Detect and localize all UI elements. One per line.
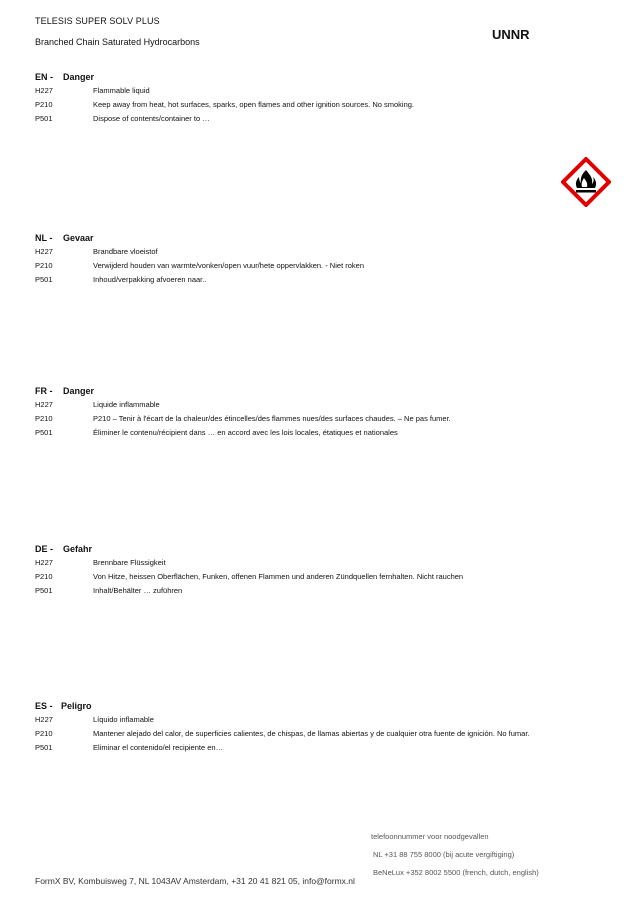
- company-footer: FormX BV, Kombuisweg 7, NL 1043AV Amsterdam, +31 20 41 821 05, info@formx.nl: [35, 876, 355, 886]
- statement-text: Inhalt/Behälter … zuführen: [93, 586, 183, 595]
- statement-row: [35, 713, 615, 727]
- language-code: ES -: [35, 701, 53, 711]
- product-subtitle: Branched Chain Saturated Hydrocarbons: [35, 37, 200, 47]
- section-es: [35, 699, 615, 755]
- statement-row: [35, 412, 615, 426]
- statement-code: P210: [35, 414, 53, 423]
- language-code: DE -: [35, 544, 53, 554]
- section-en: [35, 70, 615, 126]
- statement-code: P501: [35, 586, 53, 595]
- emergency-title: telefoonnummer voor noodgevallen: [371, 832, 489, 841]
- statement-text: Brandbare vloeistof: [93, 247, 158, 256]
- section-nl: [35, 231, 615, 287]
- statement-code: H227: [35, 400, 53, 409]
- language-code: FR -: [35, 386, 53, 396]
- statement-code: P210: [35, 729, 53, 738]
- statement-row: [35, 98, 615, 112]
- section-header: [35, 70, 615, 84]
- statement-text: Eliminar el contenido/el recipiente en…: [93, 743, 224, 752]
- statement-row: [35, 426, 615, 440]
- statement-row: [35, 273, 615, 287]
- statement-text: Flammable liquid: [93, 86, 150, 95]
- statement-text: Líquido inflamable: [93, 715, 154, 724]
- signal-word: Danger: [63, 72, 95, 82]
- statement-row: [35, 245, 615, 259]
- statement-row: [35, 112, 615, 126]
- product-code: UNNR: [492, 27, 530, 42]
- statement-code: H227: [35, 715, 53, 724]
- statement-row: [35, 727, 615, 741]
- emergency-contact: [371, 828, 539, 882]
- flame-ghs-icon: [561, 157, 611, 207]
- statement-text: Mantener alejado del calor, de superficies calientes, de chispas, de llamas abiertas y de cualquier otra fuente de ignición. No fumar.: [93, 729, 530, 738]
- statement-code: H227: [35, 86, 53, 95]
- language-code: NL -: [35, 233, 53, 243]
- statement-text: Von Hitze, heissen Oberflächen, Funken, offenen Flammen und anderen Zündquellen fernhalten. Nicht rauchen: [93, 572, 464, 581]
- statement-code: H227: [35, 558, 53, 567]
- statement-code: P501: [35, 114, 53, 123]
- statement-code: P501: [35, 428, 53, 437]
- statement-text: Verwijderd houden van warmte/vonken/open vuur/hete oppervlakken. - Niet roken: [93, 261, 364, 270]
- statement-code: P501: [35, 275, 53, 284]
- section-de: [35, 542, 615, 598]
- statement-code: P501: [35, 743, 53, 752]
- section-header: [35, 542, 615, 556]
- statement-code: H227: [35, 247, 53, 256]
- section-header: [35, 231, 615, 245]
- statement-row: [35, 259, 615, 273]
- signal-word: Peligro: [61, 701, 92, 711]
- section-header: [35, 699, 615, 713]
- section-fr: [35, 384, 615, 440]
- statement-text: P210 – Tenir à l'écart de la chaleur/des étincelles/des flammes nues/des surfaces chaudes. – Ne pas fumer.: [93, 414, 451, 423]
- statement-code: P210: [35, 100, 53, 109]
- statement-text: Brennbare Flüssigkeit: [93, 558, 166, 567]
- statement-row: [35, 84, 615, 98]
- statement-code: P210: [35, 261, 53, 270]
- statement-text: Éliminer le contenu/récipient dans … en accord avec les lois locales, étatiques et nationales: [93, 428, 398, 437]
- statement-text: Keep away from heat, hot surfaces, sparks, open flames and other ignition sources. No smoking.: [93, 100, 414, 109]
- statement-text: Dispose of contents/container to …: [93, 114, 210, 123]
- statement-text: Liquide inflammable: [93, 400, 160, 409]
- signal-word: Gevaar: [63, 233, 94, 243]
- statement-row: [35, 570, 615, 584]
- statement-row: [35, 584, 615, 598]
- statement-row: [35, 741, 615, 755]
- statement-row: [35, 556, 615, 570]
- product-name: TELESIS SUPER SOLV PLUS: [35, 16, 160, 26]
- statement-row: [35, 398, 615, 412]
- language-code: EN -: [35, 72, 53, 82]
- section-header: [35, 384, 615, 398]
- statement-code: P210: [35, 572, 53, 581]
- emergency-benelux: BeNeLux +352 8002 5500 (french, dutch, english): [373, 868, 539, 877]
- signal-word: Gefahr: [63, 544, 93, 554]
- signal-word: Danger: [63, 386, 95, 396]
- statement-text: Inhoud/verpakking afvoeren naar..: [93, 275, 207, 284]
- emergency-nl: NL +31 88 755 8000 (bij acute vergiftiging): [373, 850, 515, 859]
